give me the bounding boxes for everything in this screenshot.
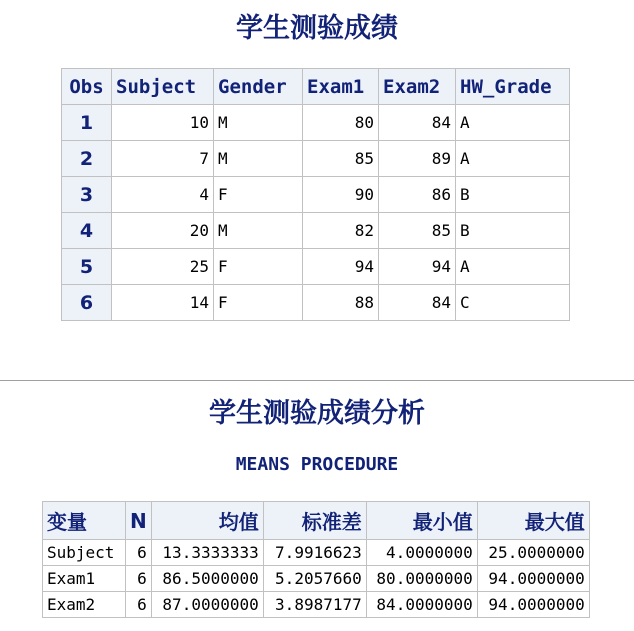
subject-cell: 25 bbox=[112, 249, 214, 285]
exam1-cell: 80 bbox=[303, 105, 379, 141]
mean-cell: 86.5000000 bbox=[151, 566, 263, 592]
data-table bbox=[61, 68, 570, 321]
mean-cell: 13.3333333 bbox=[151, 540, 263, 566]
means-header-row bbox=[43, 502, 590, 540]
hw-grade-cell: A bbox=[456, 249, 570, 285]
col-header-min: 最小值 bbox=[366, 502, 477, 540]
min-cell: 4.0000000 bbox=[366, 540, 477, 566]
table-row bbox=[62, 249, 570, 285]
hw-grade-cell: B bbox=[456, 213, 570, 249]
gender-cell: M bbox=[214, 141, 303, 177]
std-cell: 7.9916623 bbox=[263, 540, 366, 566]
col-header-max: 最大值 bbox=[477, 502, 589, 540]
variable-cell: Subject bbox=[43, 540, 126, 566]
n-cell: 6 bbox=[126, 540, 152, 566]
n-cell: 6 bbox=[126, 566, 152, 592]
table-row bbox=[43, 566, 590, 592]
col-header-variable: 变量 bbox=[43, 502, 126, 540]
col-header-exam1: Exam1 bbox=[303, 69, 379, 105]
col-header-subject: Subject bbox=[112, 69, 214, 105]
exam1-cell: 88 bbox=[303, 285, 379, 321]
col-header-obs: Obs bbox=[62, 69, 112, 105]
table-row bbox=[62, 177, 570, 213]
hw-grade-cell: C bbox=[456, 285, 570, 321]
table-row bbox=[62, 285, 570, 321]
table-row bbox=[62, 213, 570, 249]
exam1-cell: 82 bbox=[303, 213, 379, 249]
variable-cell: Exam1 bbox=[43, 566, 126, 592]
exam2-cell: 86 bbox=[379, 177, 456, 213]
obs-cell: 4 bbox=[62, 213, 112, 249]
min-cell: 84.0000000 bbox=[366, 592, 477, 618]
col-header-exam2: Exam2 bbox=[379, 69, 456, 105]
variable-cell: Exam2 bbox=[43, 592, 126, 618]
col-header-mean: 均值 bbox=[151, 502, 263, 540]
col-header-hw-grade: HW_Grade bbox=[456, 69, 570, 105]
col-header-n: N bbox=[126, 502, 152, 540]
obs-cell: 1 bbox=[62, 105, 112, 141]
exam2-cell: 94 bbox=[379, 249, 456, 285]
obs-cell: 2 bbox=[62, 141, 112, 177]
hw-grade-cell: A bbox=[456, 141, 570, 177]
gender-cell: M bbox=[214, 105, 303, 141]
max-cell: 94.0000000 bbox=[477, 566, 589, 592]
col-header-gender: Gender bbox=[214, 69, 303, 105]
subject-cell: 7 bbox=[112, 141, 214, 177]
section-divider bbox=[0, 380, 634, 381]
exam2-cell: 84 bbox=[379, 105, 456, 141]
gender-cell: F bbox=[214, 249, 303, 285]
max-cell: 94.0000000 bbox=[477, 592, 589, 618]
n-cell: 6 bbox=[126, 592, 152, 618]
obs-cell: 6 bbox=[62, 285, 112, 321]
analysis-title: 学生测验成绩分析 bbox=[209, 398, 425, 429]
subject-cell: 14 bbox=[112, 285, 214, 321]
hw-grade-cell: A bbox=[456, 105, 570, 141]
exam1-cell: 94 bbox=[303, 249, 379, 285]
subject-cell: 4 bbox=[112, 177, 214, 213]
exam2-cell: 84 bbox=[379, 285, 456, 321]
col-header-std: 标准差 bbox=[263, 502, 366, 540]
hw-grade-cell: B bbox=[456, 177, 570, 213]
exam1-cell: 85 bbox=[303, 141, 379, 177]
table-row bbox=[62, 105, 570, 141]
min-cell: 80.0000000 bbox=[366, 566, 477, 592]
table-row bbox=[43, 540, 590, 566]
gender-cell: M bbox=[214, 213, 303, 249]
exam2-cell: 89 bbox=[379, 141, 456, 177]
obs-cell: 3 bbox=[62, 177, 112, 213]
exam2-cell: 85 bbox=[379, 213, 456, 249]
table-header-row bbox=[62, 69, 570, 105]
table-row bbox=[62, 141, 570, 177]
gender-cell: F bbox=[214, 177, 303, 213]
std-cell: 5.2057660 bbox=[263, 566, 366, 592]
means-table bbox=[42, 501, 590, 618]
obs-cell: 5 bbox=[62, 249, 112, 285]
gender-cell: F bbox=[214, 285, 303, 321]
procedure-subtitle: MEANS PROCEDURE bbox=[235, 454, 399, 475]
table-row bbox=[43, 592, 590, 618]
subject-cell: 10 bbox=[112, 105, 214, 141]
mean-cell: 87.0000000 bbox=[151, 592, 263, 618]
report-title: 学生测验成绩 bbox=[236, 13, 398, 44]
subject-cell: 20 bbox=[112, 213, 214, 249]
std-cell: 3.8987177 bbox=[263, 592, 366, 618]
max-cell: 25.0000000 bbox=[477, 540, 589, 566]
exam1-cell: 90 bbox=[303, 177, 379, 213]
